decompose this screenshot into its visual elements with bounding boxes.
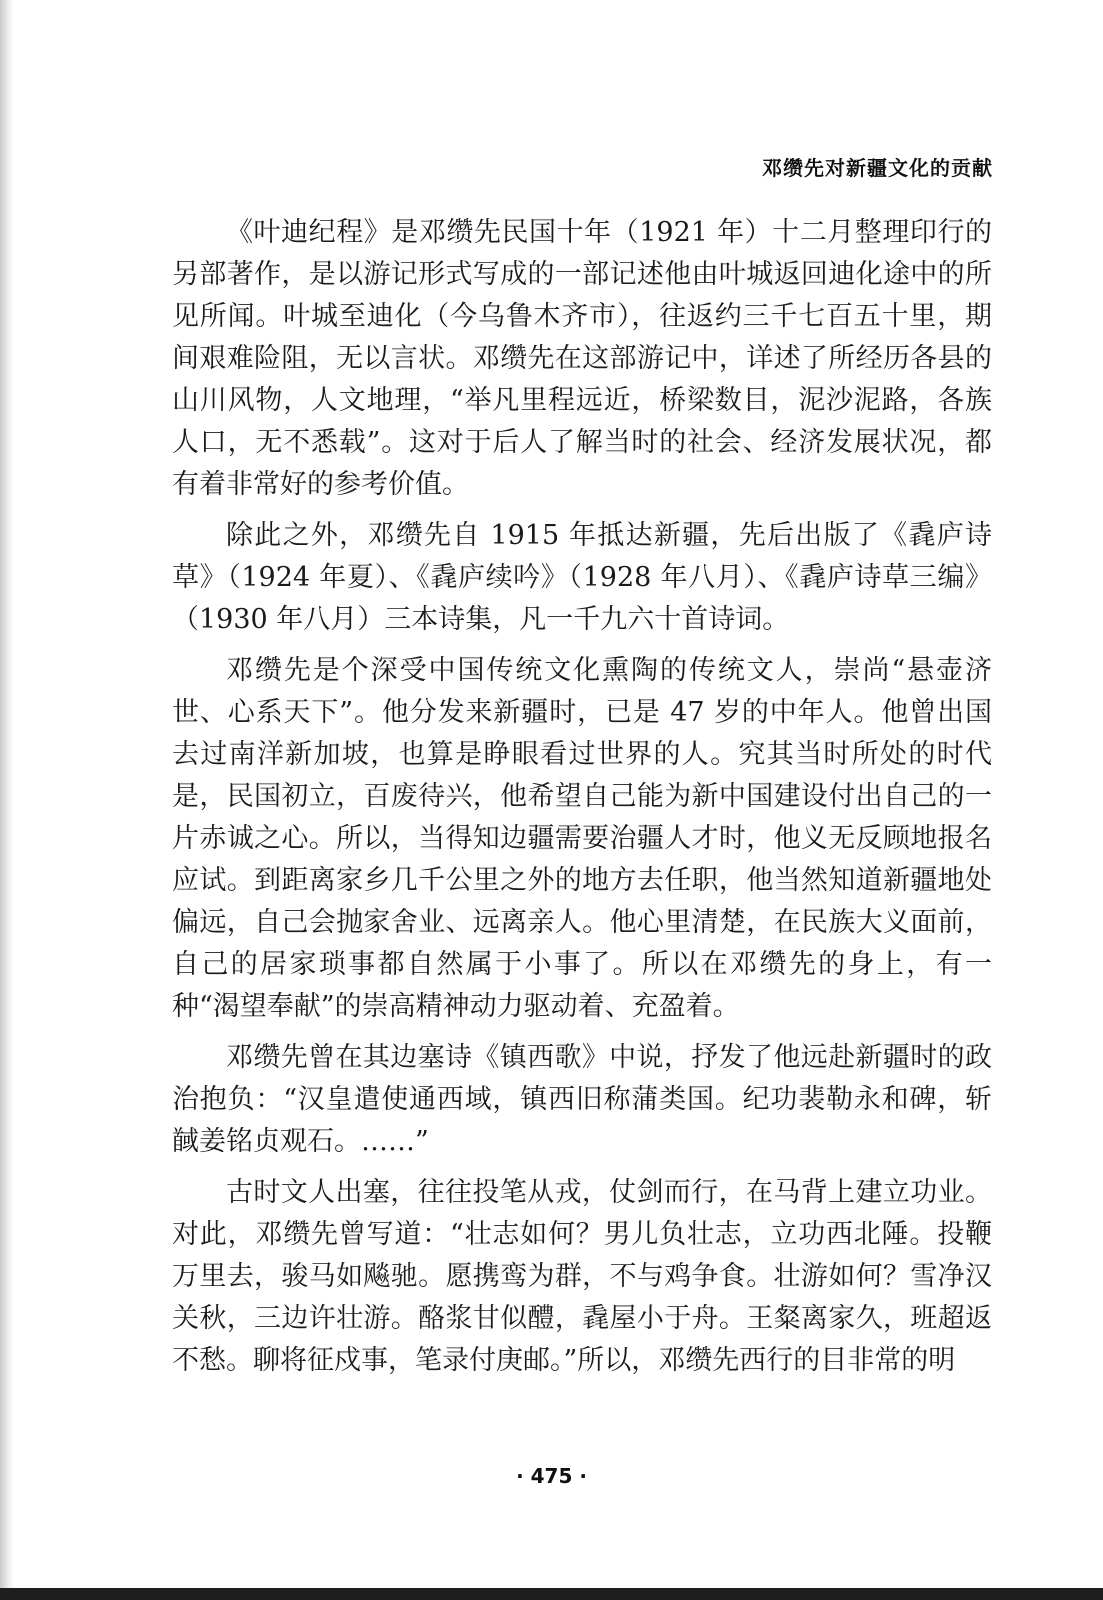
paragraph-2: 除此之外，邓缵先自 1915 年抵达新疆，先后出版了《毳庐诗草》（1924 年夏）、《毳庐续吟》（1928 年八月）、《毳庐诗草三编》（1930 年八月）三本诗集，凡一千九六十首诗词。: [172, 520, 992, 635]
paragraph-4: 邓缵先曾在其边塞诗《镇西歌》中说，抒发了他远赴新疆时的政治抱负：“汉皇遣使通西域，镇西旧称蒲类国。纪功裴勒永和碑，斩馘姜铭贞观石。……”: [172, 1042, 992, 1157]
paragraph-1: 《叶迪纪程》是邓缵先民国十年（1921 年）十二月整理印行的另部著作，是以游记形式写成的一部记述他由叶城返回迪化途中的所见所闻。叶城至迪化（今乌鲁木齐市），往返约三千七百五十里，期间艰难险阻，无以言状。邓缵先在这部游记中，详述了所经历各县的山川风物，人文地理，“举凡里程远近，桥梁数目，泥沙泥路，各族人口，无不悉载”。这对于后人了解当时的社会、经济发展状况，都有着非常好的参考价值。: [172, 217, 992, 500]
body-text: [172, 212, 992, 1391]
scan-left-edge: [0, 0, 14, 1600]
page-number: · 475 ·: [516, 1464, 587, 1488]
paragraph-3: 邓缵先是个深受中国传统文化熏陶的传统文人，崇尚“悬壶济世、心系天下”。他分发来新疆时，已是 47 岁的中年人。他曾出国去过南洋新加坡，也算是睁眼看过世界的人。究其当时所处的时代是，民国初立，百废待兴，他希望自己能为新中国建设付出自己的一片赤诚之心。所以，当得知边疆需要治疆人才时，他义无反顾地报名应试。到距离家乡几千公里之外的地方去任职，他当然知道新疆地处偏远，自己会抛家舍业、远离亲人。他心里清楚，在民族大义面前，自己的居家琐事都自然属于小事了。所以在邓缵先的身上，有一种“渴望奉献”的崇高精神动力驱动着、充盈着。: [172, 655, 992, 1022]
paragraph-5: 古时文人出塞，往往投笔从戎，仗剑而行，在马背上建立功业。对此，邓缵先曾写道：“壮志如何？男儿负壮志，立功西北陲。投鞭万里去，骏马如飚驰。愿携鸾为群，不与鸡争食。壮游如何？雪净汉关秋，三边许壮游。酪浆甘似醴，毳屋小于舟。王粲离家久，班超返不愁。聊将征戍事，笔录付庚邮。”所以，邓缵先西行的目非常的明: [172, 1177, 992, 1376]
running-head: 邓缵先对新疆文化的贡献: [762, 156, 993, 180]
scan-bottom-edge: [0, 1588, 1103, 1600]
